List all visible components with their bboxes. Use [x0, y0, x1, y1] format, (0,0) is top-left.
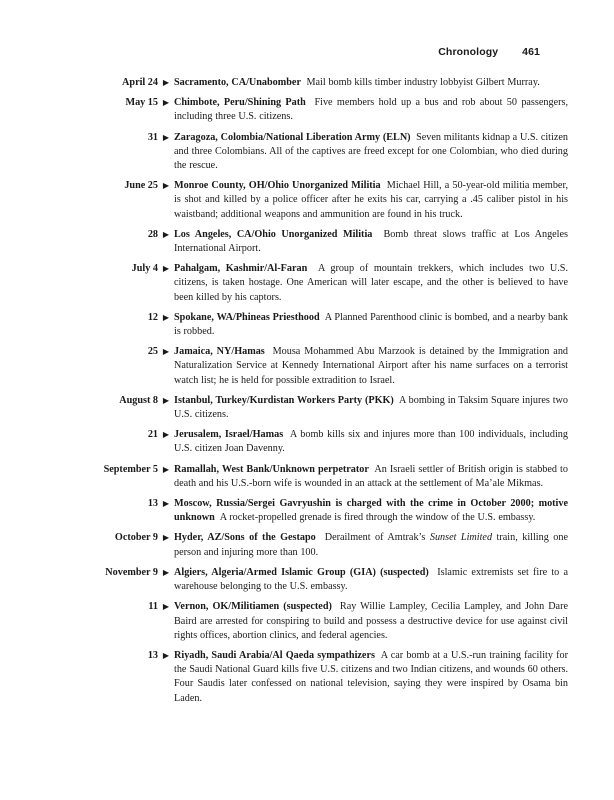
right-triangle-icon: ▶: [162, 132, 170, 142]
page-number: 461: [522, 46, 540, 58]
entry-date: 11: [148, 601, 158, 613]
right-triangle-icon: ▶: [162, 395, 170, 405]
entry-description: Ray Willie Lampley, Cecilia Lampley, and John Dare Baird are arrested for conspiring to build and possess a destructive device for use against civil rights offices, abortion clinics, and federal agencies.: [174, 601, 568, 641]
chronology-entry: [0, 600, 614, 643]
entry-text: [174, 531, 568, 559]
entry-date: November 9: [105, 566, 158, 578]
entry-description: Mail bomb kills timber industry lobbyist Gilbert Murray.: [306, 77, 540, 88]
chronology-entry: [0, 311, 614, 339]
entry-date: April 24: [122, 77, 158, 88]
entry-description: A group of mountain trekkers, which includes two U.S. citizens, is taken hostage. One American will later escape, and the other is believed to have been killed by his captors.: [174, 263, 569, 303]
entry-heading: Hyder, AZ/Sons of the Gestapo: [174, 532, 316, 544]
right-triangle-icon: ▶: [162, 533, 170, 543]
right-triangle-icon: ▶: [162, 229, 170, 239]
entry-heading: Monroe County, OH/Ohio Unorganized Militia: [174, 180, 381, 192]
entry-description: Bomb threat slows traffic at Los Angeles International Airport.: [174, 228, 569, 255]
page-header: [0, 46, 540, 58]
entry-heading: Algiers, Algeria/Armed Islamic Group (GIA) (suspected): [174, 566, 429, 578]
entry-date: September 5: [103, 463, 158, 475]
right-triangle-icon: ▶: [162, 264, 170, 274]
right-triangle-icon: ▶: [162, 650, 170, 660]
entry-date: June 25: [124, 180, 158, 192]
chronology-list: [0, 76, 614, 712]
chronology-entry: [0, 179, 614, 222]
entry-date: 28: [147, 228, 158, 240]
entry-heading: Jamaica, NY/Hamas: [174, 346, 265, 358]
entry-date: May 15: [125, 97, 158, 109]
entry-text: [174, 96, 568, 124]
right-triangle-icon: ▶: [162, 98, 170, 108]
chronology-entry: [0, 96, 614, 124]
entry-date: 13: [147, 649, 158, 661]
entry-text: [174, 179, 568, 222]
chronology-entry: [0, 428, 614, 456]
chronology-entry: [0, 531, 614, 559]
entry-description: Michael Hill, a 50-year-old militia member, is shot and killed by a police officer after he exits his car, carrying a .45 caliber pistol in his waistband; additional weapons and ammunition are found in his truck.: [174, 180, 568, 220]
entry-text: [174, 649, 568, 706]
chronology-entry: [0, 497, 614, 525]
entry-text: [174, 566, 568, 594]
entry-heading: Spokane, WA/Phineas Priesthood: [174, 311, 320, 323]
entry-description-after: train, killing one person and injuring more than 100.: [174, 532, 569, 558]
right-triangle-icon: ▶: [162, 312, 170, 322]
entry-heading: Chimbote, Peru/Shining Path: [174, 97, 306, 109]
right-triangle-icon: ▶: [162, 181, 170, 191]
entry-description: Mousa Mohammed Abu Marzook is detained by the Immigration and Naturalization Service at Kennedy International Airport after his name surfaces on a terrorist watch list; he is held for possible extradition to Israel.: [174, 346, 569, 386]
entry-date: October 9: [114, 532, 158, 544]
entry-date: 12: [147, 311, 158, 323]
right-triangle-icon: ▶: [162, 347, 170, 357]
right-triangle-icon: ▶: [162, 78, 170, 87]
entry-text: [174, 311, 568, 339]
right-triangle-icon: ▶: [162, 464, 170, 474]
entry-text: [174, 76, 568, 90]
entry-text: [174, 131, 568, 174]
entry-description: A Planned Parenthood clinic is bombed, and a nearby bank is robbed.: [174, 311, 568, 338]
right-triangle-icon: ▶: [162, 567, 170, 577]
running-section-title: Chronology: [438, 46, 499, 58]
chronology-entry: [0, 394, 614, 422]
right-triangle-icon: ▶: [162, 430, 170, 440]
entry-text: [174, 463, 568, 491]
entry-description: An Israeli settler of British origin is stabbed to death and his U.S.-born wife is wounded in an attack at the settlement of Ma’ale Mikmas.: [174, 463, 568, 489]
entry-description: Five members hold up a bus and rob about 50 passengers, including three U.S. citizens.: [174, 97, 568, 123]
entry-description: Seven militants kidnap a U.S. citizen and three Colombians. All of the captives are freed except for one Colombian, who died during the rescue.: [174, 131, 568, 172]
entry-description: A bomb kills six and injures more than 100 individuals, including U.S. citizen Joan Davenny.: [174, 429, 568, 455]
chronology-entry: [0, 463, 614, 491]
entry-description: A car bomb at a U.S.-run training facility for the Saudi National Guard kills five U.S. citizens and two Indian citizens, and wounds 60 others. Four Saudis later confessed on national television, saying they were inspired by Osama bin Laden.: [174, 649, 569, 704]
entry-date: August 8: [119, 394, 158, 406]
entry-date: 25: [147, 346, 158, 358]
entry-text: [174, 345, 568, 388]
entry-date: 21: [147, 429, 158, 441]
train-name: Sunset Limited: [429, 532, 493, 544]
chronology-entry: [0, 566, 614, 594]
entry-heading: Riyadh, Saudi Arabia/Al Qaeda sympathizers: [174, 649, 375, 661]
entry-date: 31: [147, 131, 158, 143]
entry-heading: Ramallah, West Bank/Unknown perpetrator: [174, 463, 369, 475]
entry-description-before: Derailment of Amtrak’s: [324, 532, 426, 544]
entry-text: [174, 262, 568, 305]
entry-text: [174, 228, 568, 256]
entry-text: [174, 497, 568, 525]
chronology-entry: [0, 649, 614, 706]
chronology-entry: [0, 131, 614, 174]
entry-heading: Moscow, Russia/Sergei Gavryushin is charged with the crime in October 2000; motive unknown: [174, 498, 568, 524]
right-triangle-icon: ▶: [162, 499, 170, 509]
entry-heading: Sacramento, CA/Unabomber: [174, 77, 301, 88]
entry-date: July 4: [131, 263, 158, 275]
entry-text: [174, 394, 568, 422]
chronology-entry: [0, 345, 614, 388]
entry-heading: Pahalgam, Kashmir/Al-Faran: [174, 263, 308, 275]
chronology-entry: [0, 76, 614, 90]
entry-heading: Vernon, OK/Militiamen (suspected): [174, 601, 332, 613]
entry-date: 13: [147, 498, 158, 510]
right-triangle-icon: ▶: [162, 602, 170, 612]
entry-description: A rocket-propelled grenade is fired through the window of the U.S. embassy.: [219, 512, 536, 524]
entry-heading: Los Angeles, CA/Ohio Unorganized Militia: [174, 228, 373, 240]
chronology-entry: [0, 228, 614, 256]
chronology-entry: [0, 262, 614, 305]
entry-text: [174, 600, 568, 643]
entry-heading: Jerusalem, Israel/Hamas: [174, 429, 284, 441]
entry-description: Islamic extremists set fire to a warehouse belonging to the U.S. embassy.: [174, 566, 568, 593]
entry-heading: Zaragoza, Colombia/National Liberation Army (ELN): [174, 131, 411, 143]
entry-text: [174, 428, 568, 456]
entry-description: A bombing in Taksim Square injures two U.S. citizens.: [174, 394, 569, 421]
entry-heading: Istanbul, Turkey/Kurdistan Workers Party (PKK): [174, 394, 394, 406]
